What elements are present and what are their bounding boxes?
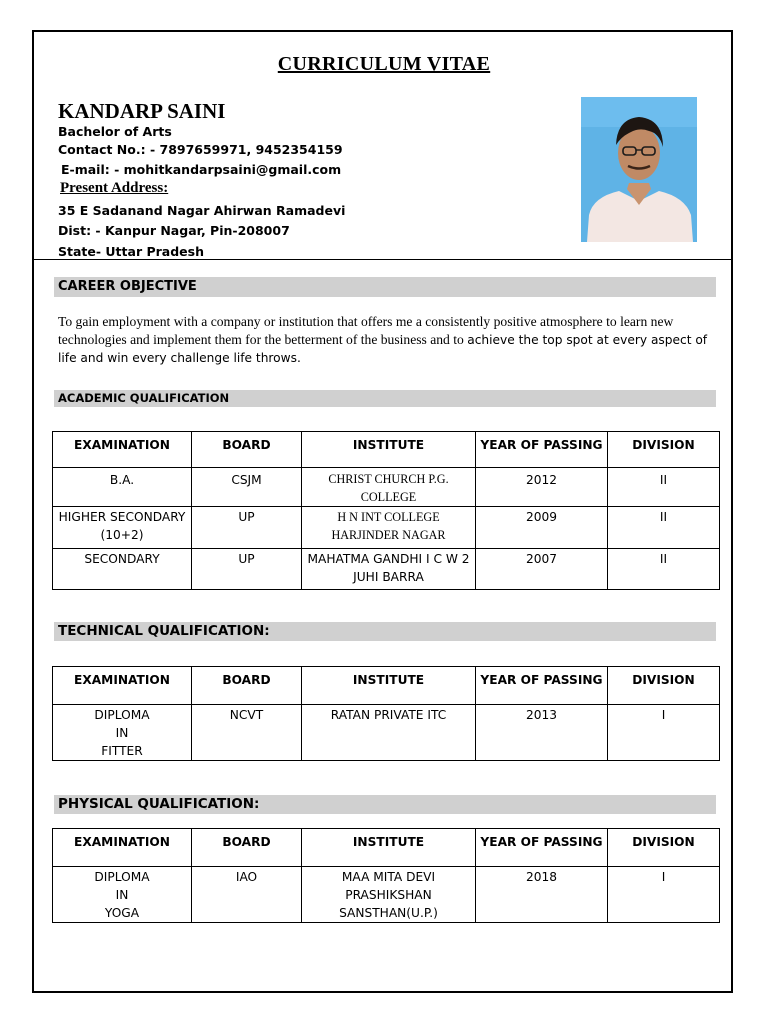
table-row [53,705,720,761]
cell-examination [53,867,192,923]
academic-qualification-heading: ACADEMIC QUALIFICATION [54,390,716,407]
address-line-2: Dist: - Kanpur Nagar, Pin-208007 [58,223,290,238]
technical-qualification-heading: TECHNICAL QUALIFICATION: [54,622,716,641]
cell-institute-line-1: MAA MITA DEVI [341,870,436,884]
header-divider [34,259,731,260]
table-header-row [53,432,720,468]
career-objective-heading: CAREER OBJECTIVE [54,277,716,297]
contact-number: Contact No.: - 7897659971, 9452354159 [58,142,343,157]
cell-division: II [608,549,720,590]
present-address-label: Present Address: [60,180,169,196]
table-row [53,549,720,590]
cell-institute: H N INT COLLEGE HARJINDER NAGAR [302,507,476,549]
document-title: CURRICULUM VITAE [277,53,491,75]
header-year-of-passing: YEAR OF PASSING [476,667,608,705]
address-line-1: 35 E Sadanand Nagar Ahirwan Ramadevi [58,203,346,218]
cell-institute-line-3: SANSTHAN(U.P.) [339,906,438,920]
profile-photo [581,97,697,242]
cell-examination: HIGHER SECONDARY (10+2) [53,507,192,549]
header-division: DIVISION [608,432,720,468]
table-row [53,507,720,549]
physical-qualification-heading: PHYSICAL QUALIFICATION: [54,795,716,814]
header-institute: INSTITUTE [302,829,476,867]
cell-examination [53,705,192,761]
academic-qualification-table [52,431,720,590]
table-row [53,468,720,507]
header-board: BOARD [192,829,302,867]
cell-year: 2013 [476,705,608,761]
address-line-3: State- Uttar Pradesh [58,244,204,259]
header-examination: EXAMINATION [53,829,192,867]
candidate-name: KANDARP SAINI [58,99,226,123]
cell-board: IAO [192,867,302,923]
cell-year: 2007 [476,549,608,590]
cell-board: CSJM [192,468,302,507]
cell-examination-line-1: DIPLOMA [94,708,150,722]
physical-qualification-table [52,828,720,923]
cell-examination: B.A. [53,468,192,507]
career-objective-text-sans: achieve the top spot at every aspect of life and win every challenge life throws. [58,332,708,365]
header-year-of-passing: YEAR OF PASSING [476,432,608,468]
career-objective-text-serif: To gain employment with a company or institution that offers me a consistently positive atmosphere to learn new technologies and implement them for the betterment of the business and to [58,314,674,347]
cell-examination-line-3: FITTER [101,744,143,758]
email: E-mail: - mohitkandarpsaini@gmail.com [61,162,342,177]
cell-examination-line-3: YOGA [104,906,140,920]
cell-division: II [608,468,720,507]
cell-year: 2018 [476,867,608,923]
technical-qualification-table [52,666,720,761]
header-institute: INSTITUTE [302,432,476,468]
cell-institute: CHRIST CHURCH P.G. COLLEGE [302,468,476,507]
cell-division: II [608,507,720,549]
table-header-row [53,667,720,705]
cell-institute: RATAN PRIVATE ITC [302,705,476,761]
header-board: BOARD [192,432,302,468]
cell-year: 2012 [476,468,608,507]
cell-board: UP [192,507,302,549]
header-board: BOARD [192,667,302,705]
header-examination: EXAMINATION [53,667,192,705]
cell-board: UP [192,549,302,590]
career-objective-text [58,313,708,368]
cell-division: I [608,705,720,761]
header-division: DIVISION [608,829,720,867]
header-institute: INSTITUTE [302,667,476,705]
table-header-row [53,829,720,867]
cell-examination-line-2: IN [115,888,129,902]
header-year-of-passing: YEAR OF PASSING [476,829,608,867]
cell-division: I [608,867,720,923]
cell-examination-line-2: IN [115,726,129,740]
header-examination: EXAMINATION [53,432,192,468]
degree: Bachelor of Arts [58,124,172,139]
cell-institute-line-2: PRASHIKSHAN [345,888,432,902]
cell-examination-line-1: DIPLOMA [94,870,150,884]
table-row [53,867,720,923]
header-division: DIVISION [608,667,720,705]
cell-examination: SECONDARY [53,549,192,590]
cell-institute: MAHATMA GANDHI I C W 2 JUHI BARRA [302,549,476,590]
cell-year: 2009 [476,507,608,549]
cell-institute [302,867,476,923]
cell-board: NCVT [192,705,302,761]
